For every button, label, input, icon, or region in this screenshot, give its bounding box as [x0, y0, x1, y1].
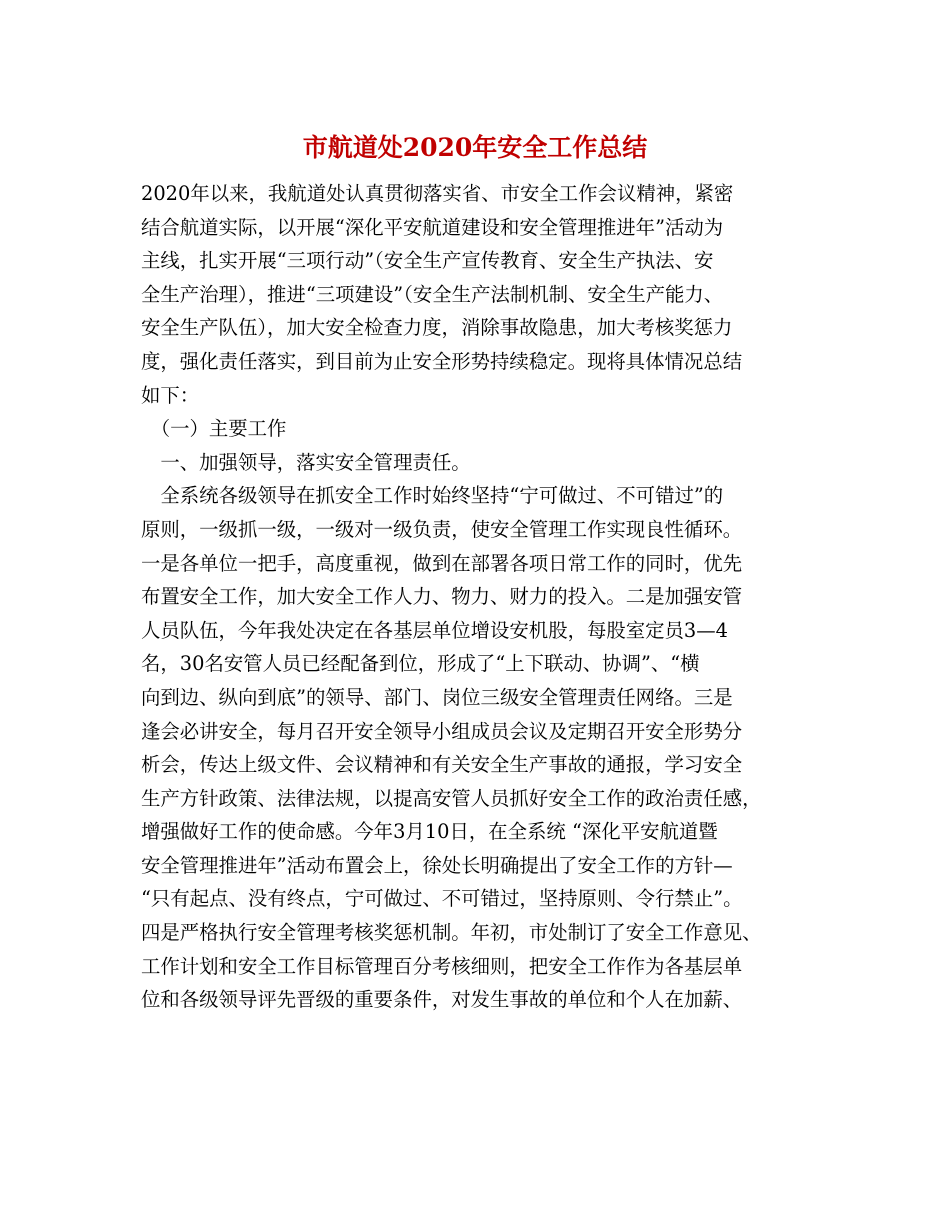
- subsection-heading-text: 一、加强领导，落实安全管理责任。: [141, 450, 471, 474]
- text-line: 一是各单位一把手，高度重视，做到在部署各项日常工作的同时，优先: [141, 551, 743, 575]
- subsection-heading: [141, 446, 813, 480]
- text-line: 2020年以来，我航道处认真贯彻落实省、市安全工作会议精神，紧密: [141, 182, 734, 205]
- text-line: 全系统各级领导在抓安全工作时始终坚持“宁可做过、不可错过”的: [141, 484, 724, 508]
- text-line: 生产方针政策、法律法规，以提高安管人员抓好安全工作的政治责任感，: [141, 786, 762, 810]
- text-line: 主线，扎实开展“三项行动”（安全生产宣传教育、安全生产执法、安: [141, 249, 714, 273]
- text-line: 向到边、纵向到底”的领导、部门、岗位三级安全管理责任网络。三是: [141, 685, 733, 709]
- text-line: 人员队伍，今年我处决定在各基层单位增设安机股，每股室定员3—4: [141, 618, 729, 642]
- text-line: 逢会必讲安全，每月召开安全领导小组成员会议及定期召开安全形势分: [141, 719, 743, 743]
- text-line: “只有起点、没有终点，宁可做过、不可错过，坚持原则、令行禁止”。: [141, 887, 743, 911]
- text-line: 度，强化责任落实，到目前为止安全形势持续稳定。现将具体情况总结: [141, 349, 743, 373]
- text-line: 布置安全工作，加大安全工作人力、物力、财力的投入。二是加强安管: [141, 585, 743, 609]
- text-line: 如下：: [141, 383, 200, 407]
- text-line: 安全生产队伍），加大安全检查力度，消除事故隐患，加大考核奖惩力: [141, 316, 733, 340]
- text-line: 工作计划和安全工作目标管理百分考核细则，把安全工作作为各基层单: [141, 954, 743, 978]
- text-line: 全生产治理），推进“三项建设”（安全生产法制机制、安全生产能力、: [141, 282, 724, 306]
- section-heading-text: （一）主要工作: [141, 417, 287, 441]
- text-line: 位和各级领导评先晋级的重要条件，对发生事故的单位和个人在加薪、: [141, 988, 743, 1012]
- text-line: 析会，传达上级文件、会议精神和有关安全生产事故的通报，学习安全: [141, 753, 743, 777]
- intro-paragraph: [141, 177, 813, 412]
- text-line: 名，30名安管人员已经配备到位，形成了“上下联动、协调”、“横: [141, 652, 700, 676]
- text-line: 增强做好工作的使命感。今年3月10日，在全系统 “深化平安航道暨: [141, 820, 718, 844]
- text-line: 结合航道实际，以开展“深化平安航道建设和安全管理推进年”活动为: [141, 215, 724, 239]
- document-body: [141, 177, 813, 1017]
- text-line: 四是严格执行安全管理考核奖惩机制。年初，市处制订了安全工作意见、: [141, 921, 762, 945]
- text-line: 原则，一级抓一级，一级对一级负责，使安全管理工作实现良性循环。: [141, 517, 743, 541]
- text-line: 安全管理推进年”活动布置会上，徐处长明确提出了安全工作的方针—: [141, 853, 733, 877]
- body-paragraph: [141, 479, 813, 1017]
- section-heading: [141, 412, 813, 446]
- document-title: 市航道处2020年安全工作总结: [302, 133, 648, 162]
